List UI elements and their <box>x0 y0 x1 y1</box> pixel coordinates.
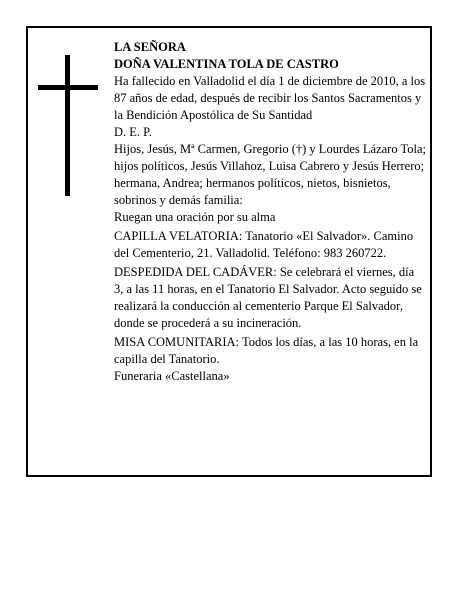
obituary-text-block <box>114 39 426 385</box>
farewell-info: DESPEDIDA DEL CADÁVER: Se celebrará el viernes, día 3, a las 11 horas, en el Tanatorio El Salvador. Acto seguido se realizará la conducción al cementerio Parque El Salvador, donde se procederá a su incineración. <box>114 265 422 330</box>
family-list: Hijos, Jesús, Mª Carmen, Gregorio (†) y Lourdes Lázaro Tola; hijos políticos, Jesús Villahoz, Luisa Cabrero y Jesús Herrero; hermana, Andrea; hermanos políticos, nietos, bisnietos, sobrinos y demás familia: <box>114 142 426 207</box>
prayer-request: Ruegan una oración por su alma <box>114 210 276 224</box>
title-line-1: LA SEÑORA <box>114 40 186 54</box>
cross-icon-crossbar <box>38 85 98 90</box>
deceased-name: DOÑA VALENTINA TOLA DE CASTRO <box>114 57 339 71</box>
cross-icon <box>65 55 70 196</box>
funeral-home: Funeraria «Castellana» <box>114 369 230 383</box>
chapel-info: CAPILLA VELATORIA: Tanatorio «El Salvador». Camino del Cementerio, 21. Valladolid. Teléfono: 983 260722. <box>114 229 414 260</box>
mass-info: MISA COMUNITARIA: Todos los días, a las 10 horas, en la capilla del Tanatorio. <box>114 335 419 366</box>
death-announcement: Ha fallecido en Valladolid el día 1 de diciembre de 2010, a los 87 años de edad, después de recibir los Santos Sacramentos y la Bendición Apostólica de Su Santidad <box>114 74 426 122</box>
rip-text: D. E. P. <box>114 125 152 139</box>
